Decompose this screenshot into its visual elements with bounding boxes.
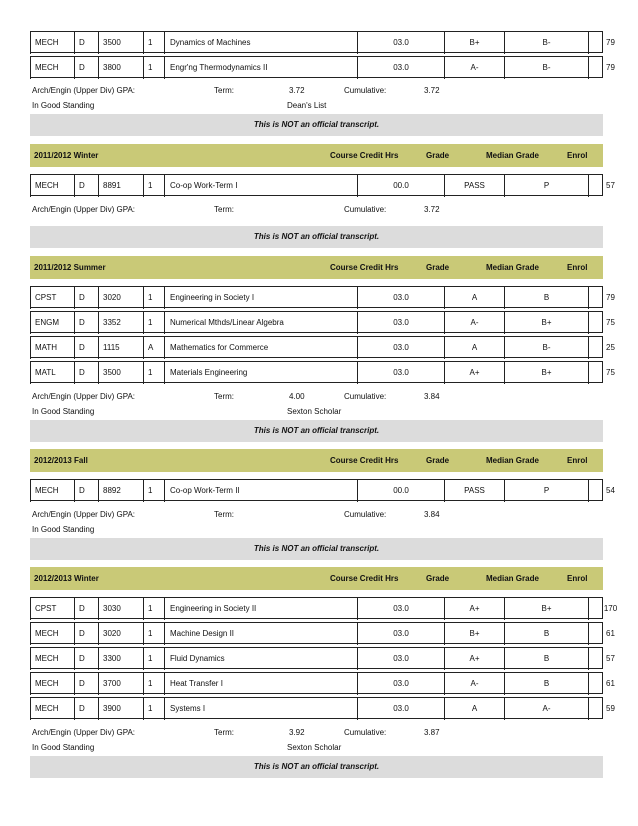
course-grade: A+ [444,598,504,620]
course-enrol: 79 [588,32,632,54]
col-median: Median Grade [486,574,539,583]
course-number: 3800 [98,57,143,79]
term-name: 2011/2012 Winter [34,151,99,160]
unofficial-notice: This is NOT an official transcript. [30,538,603,560]
course-subject: MECH [30,673,74,695]
course-enrol: 59 [588,698,632,720]
term-gpa-value: 4.00 [289,392,305,401]
course-credit: 03.0 [357,312,444,334]
course-subject: ENGM [30,312,74,334]
col-grade: Grade [426,456,450,465]
cumulative-label: Cumulative: [344,728,387,737]
course-number: 8892 [98,480,143,502]
course-enrol: 75 [588,362,632,384]
course-number: 3020 [98,287,143,309]
course-section: 1 [143,175,164,197]
col-credit-hrs: Course Credit Hrs [330,151,399,160]
course-title: Engineering in Society II [164,598,357,620]
standing-line [32,100,592,112]
course-title: Engr'ng Thermodynamics II [164,57,357,79]
course-subject: MATH [30,337,74,359]
course-row [30,311,615,333]
course-section: 1 [143,480,164,502]
course-median: A- [504,698,588,720]
term-gpa-value: 3.72 [289,86,305,95]
cumulative-gpa-value: 3.87 [424,728,440,737]
course-number: 3700 [98,673,143,695]
course-grade: A- [444,312,504,334]
academic-standing: In Good Standing [32,407,95,416]
course-title: Numerical Mthds/Linear Algebra [164,312,357,334]
course-subject: MECH [30,648,74,670]
gpa-label: Arch/Engin (Upper Div) GPA: [32,86,135,95]
course-credit: 03.0 [357,337,444,359]
course-subject: MECH [30,698,74,720]
course-grade: PASS [444,175,504,197]
course-section: 1 [143,698,164,720]
course-title: Engineering in Society I [164,287,357,309]
course-credit: 00.0 [357,175,444,197]
course-row [30,56,615,78]
academic-standing: In Good Standing [32,525,95,534]
course-level: D [74,673,98,695]
course-median: B [504,287,588,309]
course-title: Fluid Dynamics [164,648,357,670]
course-grade: B+ [444,32,504,54]
course-level: D [74,32,98,54]
course-level: D [74,175,98,197]
course-number: 3500 [98,32,143,54]
course-section: 1 [143,623,164,645]
col-enrol: Enrol [567,456,588,465]
course-credit: 03.0 [357,287,444,309]
course-row [30,672,615,694]
gpa-label: Arch/Engin (Upper Div) GPA: [32,728,135,737]
col-credit-hrs: Course Credit Hrs [330,456,399,465]
course-enrol: 170 [588,598,632,620]
course-level: D [74,362,98,384]
course-median: P [504,480,588,502]
col-enrol: Enrol [567,151,588,160]
course-subject: MECH [30,175,74,197]
course-median: B- [504,337,588,359]
course-row [30,31,615,53]
course-section: 1 [143,32,164,54]
course-number: 3020 [98,623,143,645]
term-label: Term: [214,86,234,95]
course-level: D [74,480,98,502]
course-subject: MECH [30,57,74,79]
course-number: 3300 [98,648,143,670]
course-median: P [504,175,588,197]
course-section: 1 [143,673,164,695]
course-subject: CPST [30,598,74,620]
course-enrol: 61 [588,673,632,695]
term-header [30,449,603,472]
course-median: B+ [504,312,588,334]
course-row [30,174,615,196]
term-name: 2012/2013 Winter [34,574,99,583]
course-enrol: 57 [588,648,632,670]
cumulative-label: Cumulative: [344,392,387,401]
course-grade: A [444,337,504,359]
course-section: 1 [143,598,164,620]
term-gpa-value: 3.92 [289,728,305,737]
course-number: 3500 [98,362,143,384]
course-grade: A [444,287,504,309]
course-credit: 03.0 [357,648,444,670]
term-header [30,144,603,167]
standing-line [32,742,592,754]
course-grade: A- [444,673,504,695]
course-title: Dynamics of Machines [164,32,357,54]
course-credit: 03.0 [357,698,444,720]
course-credit: 03.0 [357,598,444,620]
course-section: 1 [143,648,164,670]
course-enrol: 79 [588,57,632,79]
course-section: 1 [143,287,164,309]
col-enrol: Enrol [567,574,588,583]
cumulative-gpa-value: 3.84 [424,510,440,519]
unofficial-notice: This is NOT an official transcript. [30,756,603,778]
course-number: 3352 [98,312,143,334]
course-section: 1 [143,57,164,79]
academic-standing: In Good Standing [32,743,95,752]
standing-line [32,406,592,418]
course-title: Machine Design II [164,623,357,645]
course-row [30,361,615,383]
term-header [30,567,603,590]
course-enrol: 75 [588,312,632,334]
course-subject: MECH [30,623,74,645]
course-title: Systems I [164,698,357,720]
col-median: Median Grade [486,456,539,465]
col-credit-hrs: Course Credit Hrs [330,574,399,583]
col-median: Median Grade [486,263,539,272]
course-subject: MECH [30,32,74,54]
course-number: 1115 [98,337,143,359]
course-level: D [74,312,98,334]
course-number: 3030 [98,598,143,620]
col-grade: Grade [426,574,450,583]
course-credit: 03.0 [357,57,444,79]
course-level: D [74,623,98,645]
course-title: Co-op Work-Term II [164,480,357,502]
col-grade: Grade [426,263,450,272]
course-row [30,286,615,308]
course-level: D [74,598,98,620]
gpa-label: Arch/Engin (Upper Div) GPA: [32,510,135,519]
course-title: Heat Transfer I [164,673,357,695]
course-median: B+ [504,362,588,384]
honour-award: Dean's List [287,101,327,110]
course-grade: A+ [444,648,504,670]
course-subject: MATL [30,362,74,384]
course-row [30,647,615,669]
cumulative-label: Cumulative: [344,205,387,214]
course-row [30,479,615,501]
course-credit: 03.0 [357,673,444,695]
course-median: B- [504,57,588,79]
course-enrol: 25 [588,337,632,359]
course-title: Mathematics for Commerce [164,337,357,359]
course-row [30,622,615,644]
course-title: Materials Engineering [164,362,357,384]
course-level: D [74,287,98,309]
course-level: D [74,337,98,359]
course-median: B [504,648,588,670]
course-level: D [74,698,98,720]
col-credit-hrs: Course Credit Hrs [330,263,399,272]
unofficial-notice: This is NOT an official transcript. [30,114,603,136]
course-title: Co-op Work-Term I [164,175,357,197]
term-label: Term: [214,392,234,401]
gpa-label: Arch/Engin (Upper Div) GPA: [32,205,135,214]
cumulative-gpa-value: 3.72 [424,86,440,95]
course-number: 3900 [98,698,143,720]
term-label: Term: [214,510,234,519]
cumulative-gpa-value: 3.84 [424,392,440,401]
course-subject: CPST [30,287,74,309]
course-enrol: 61 [588,623,632,645]
course-section: 1 [143,312,164,334]
standing-line [32,524,592,536]
course-grade: A+ [444,362,504,384]
honour-award: Sexton Scholar [287,407,342,416]
course-enrol: 79 [588,287,632,309]
academic-standing: In Good Standing [32,101,95,110]
course-grade: PASS [444,480,504,502]
course-enrol: 57 [588,175,632,197]
unofficial-notice: This is NOT an official transcript. [30,420,603,442]
term-label: Term: [214,205,234,214]
course-grade: A- [444,57,504,79]
course-median: B [504,623,588,645]
unofficial-notice: This is NOT an official transcript. [30,226,603,248]
course-credit: 03.0 [357,32,444,54]
course-grade: B+ [444,623,504,645]
cumulative-gpa-value: 3.72 [424,205,440,214]
col-enrol: Enrol [567,263,588,272]
course-row [30,336,615,358]
term-header [30,256,603,279]
course-level: D [74,648,98,670]
course-median: B+ [504,598,588,620]
course-median: B [504,673,588,695]
cumulative-label: Cumulative: [344,510,387,519]
course-row [30,597,618,619]
course-enrol: 54 [588,480,632,502]
course-median: B- [504,32,588,54]
course-subject: MECH [30,480,74,502]
course-credit: 03.0 [357,362,444,384]
course-section: A [143,337,164,359]
course-credit: 00.0 [357,480,444,502]
term-name: 2011/2012 Summer [34,263,106,272]
cumulative-label: Cumulative: [344,86,387,95]
honour-award: Sexton Scholar [287,743,342,752]
course-row [30,697,615,719]
course-grade: A [444,698,504,720]
col-grade: Grade [426,151,450,160]
term-label: Term: [214,728,234,737]
col-median: Median Grade [486,151,539,160]
course-level: D [74,57,98,79]
course-number: 8891 [98,175,143,197]
term-name: 2012/2013 Fall [34,456,88,465]
course-section: 1 [143,362,164,384]
gpa-label: Arch/Engin (Upper Div) GPA: [32,392,135,401]
course-credit: 03.0 [357,623,444,645]
